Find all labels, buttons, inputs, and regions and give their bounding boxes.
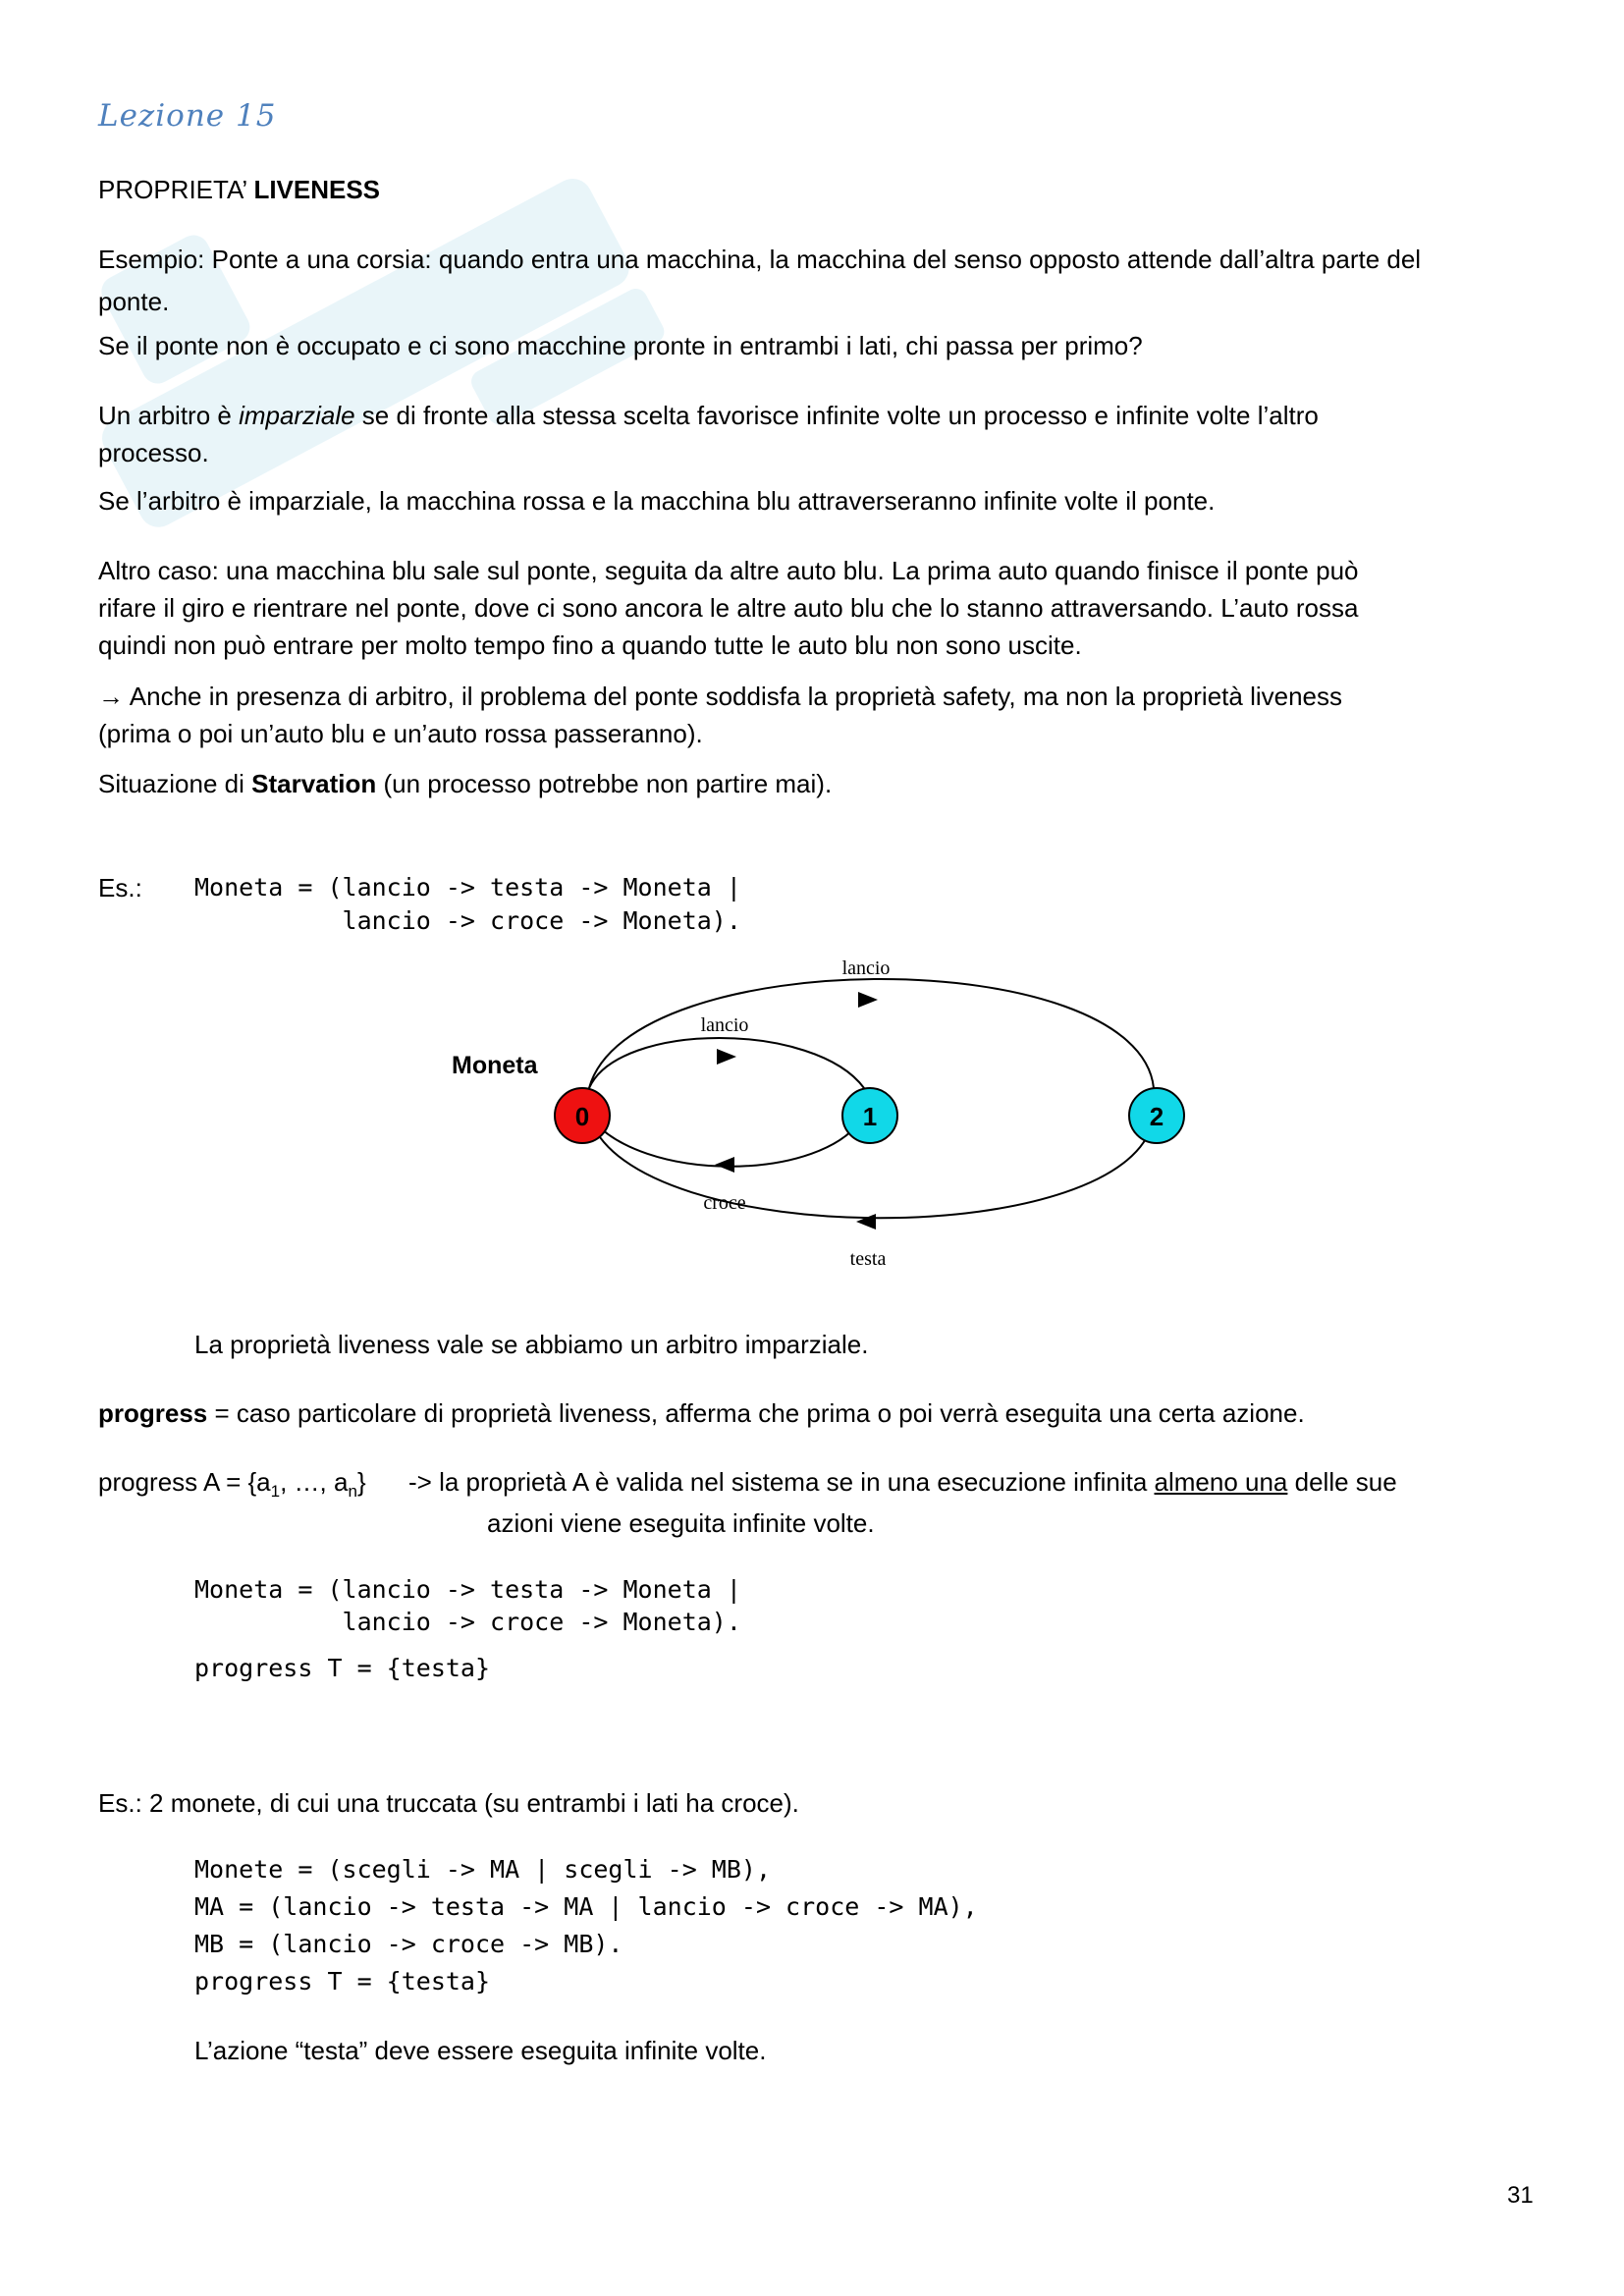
example-3-code-line-1: Monete = (scegli -> MA | scegli -> MB), — [194, 1855, 771, 1884]
progress-definition — [98, 1394, 1305, 1432]
lts-diagram — [432, 943, 1218, 1277]
example-2-code-line-2: lancio -> croce -> Moneta). — [194, 1608, 741, 1636]
formula-rhs-a: -> la proprietà A è valida nel sistema se in una esecuzione infinita — [408, 1467, 1155, 1497]
diagram-process-label: Moneta — [452, 1052, 538, 1079]
formula-sub-n: n — [348, 1482, 357, 1502]
example-3-code-line-4: progress T = {testa} — [194, 1967, 491, 1995]
edge-1-0-croce — [589, 1116, 864, 1167]
formula-suffix: } — [356, 1467, 366, 1497]
state-2-label: 2 — [1149, 1102, 1164, 1131]
example-1-code-line-2: lancio -> croce -> Moneta). — [194, 906, 741, 935]
arrowhead-outer-bottom — [856, 1214, 876, 1230]
progress-formula-lhs — [98, 1463, 366, 1501]
paragraph-4: Se l’arbitro è imparziale, la macchina rossa e la macchina blu attraverseranno infinite volte il ponte. — [98, 486, 1216, 516]
label-outer-top: lancio — [841, 957, 891, 979]
p7-a: Situazione di — [98, 769, 252, 798]
progress-def-rest: = caso particolare di proprietà liveness, afferma che prima o poi verrà eseguita una certa azione. — [207, 1398, 1305, 1428]
paragraph-1-line-2: ponte. — [98, 287, 170, 316]
formula-underline: almeno una — [1154, 1467, 1288, 1497]
example-3-conclusion: L’azione “testa” deve essere eseguita infinite volte. — [194, 2036, 767, 2065]
formula-mid: , …, a — [280, 1467, 349, 1497]
label-inner-bottom: croce — [703, 1192, 746, 1214]
paragraph-3-line-1 — [98, 397, 1319, 434]
progress-formula-rhs — [408, 1463, 1397, 1501]
paragraph-6-line-2: (prima o poi un’auto blu e un’auto rossa passeranno). — [98, 719, 703, 748]
progress-term: progress — [98, 1398, 208, 1428]
page-title: Lezione 15 — [98, 98, 277, 134]
section-heading-prefix: PROPRIETA’ — [98, 175, 254, 204]
formula-prefix: progress A = {a — [98, 1467, 271, 1497]
paragraph-5-line-1: Altro caso: una macchina blu sale sul ponte, seguita da altre auto blu. La prima auto quando finisce il ponte può — [98, 556, 1359, 585]
paragraph-5-line-2: rifare il giro e rientrare nel ponte, dove ci sono ancora le altre auto blu che lo stanno attraversando. L’auto rossa — [98, 593, 1359, 623]
progress-formula-line-2: azioni viene eseguita infinite volte. — [487, 1508, 875, 1538]
page-number: 31 — [1507, 2182, 1534, 2209]
arrowhead-inner-bottom — [715, 1157, 734, 1173]
example-2-code-line-3: progress T = {testa} — [194, 1654, 491, 1682]
after-diagram-text: La proprietà liveness vale se abbiamo un arbitro imparziale. — [194, 1330, 869, 1359]
formula-sub-1: 1 — [270, 1482, 281, 1502]
edge-0-2-lancio — [589, 979, 1154, 1088]
p7-b: (un processo potrebbe non partire mai). — [376, 769, 833, 798]
state-0-label: 0 — [574, 1102, 590, 1131]
p3-a: Un arbitro è — [98, 401, 240, 430]
p3-b: se di fronte alla stessa scelta favorisce infinite volte un processo e infinite volte l’altro — [354, 401, 1319, 430]
label-inner-top: lancio — [700, 1014, 749, 1036]
section-heading — [98, 171, 380, 208]
paragraph-1-line-1: Esempio: Ponte a una corsia: quando entra una macchina, la macchina del senso opposto attende dall’altra parte del — [98, 245, 1422, 274]
label-outer-bottom: testa — [849, 1248, 887, 1270]
paragraph-7 — [98, 765, 832, 802]
example-1-code-line-1: Moneta = (lancio -> testa -> Moneta | — [194, 873, 741, 902]
arrowhead-inner-top — [717, 1049, 736, 1065]
example-3-code-line-2: MA = (lancio -> testa -> MA | lancio -> croce -> MA), — [194, 1892, 978, 1921]
edge-0-1-lancio — [589, 1038, 864, 1088]
p7-bold: Starvation — [251, 769, 377, 798]
paragraph-6-line-1: → Anche in presenza di arbitro, il problema del ponte soddisfa la proprietà safety, ma non la proprietà liveness — [98, 682, 1343, 711]
formula-rhs-b: delle sue — [1287, 1467, 1397, 1497]
example-2-code-line-1: Moneta = (lancio -> testa -> Moneta | — [194, 1575, 741, 1604]
paragraph-2: Se il ponte non è occupato e ci sono macchine pronte in entrambi i lati, chi passa per primo? — [98, 331, 1143, 360]
paragraph-3-line-2: processo. — [98, 438, 209, 467]
example-1-label: Es.: — [98, 873, 142, 902]
section-heading-bold: LIVENESS — [253, 175, 381, 204]
example-3-intro: Es.: 2 monete, di cui una truccata (su entrambi i lati ha croce). — [98, 1788, 799, 1818]
paragraph-5-line-3: quindi non può entrare per molto tempo fino a quando tutte le auto blu non sono uscite. — [98, 630, 1082, 660]
state-1-label: 1 — [862, 1102, 878, 1131]
p3-emphasis: imparziale — [239, 401, 355, 430]
arrowhead-outer-top — [858, 992, 878, 1008]
example-3-code-line-3: MB = (lancio -> croce -> MB). — [194, 1930, 623, 1958]
